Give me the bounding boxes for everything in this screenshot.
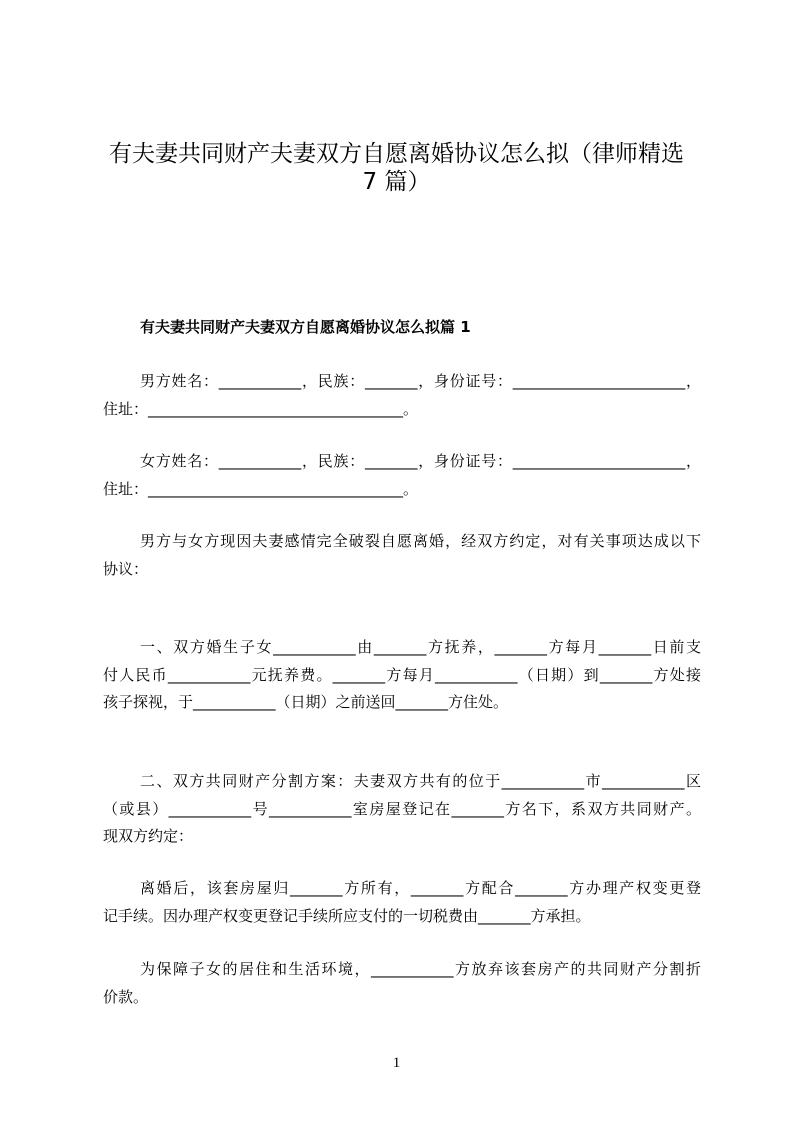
text-line: 离婚后，该套房屋归_______方所有，_______方配合_______方办理产权变更登 <box>140 879 701 897</box>
text-line: 为保障子女的居住和生活环境，___________方放弃该套房产的共同财产分割折 <box>140 960 701 978</box>
paragraph-clause-2 <box>103 768 701 851</box>
text-line: 付人民币___________元抚养费。_______方每月___________（日期）到_______方处接 <box>103 665 701 684</box>
paragraph-clause-1 <box>103 634 701 717</box>
text-line: 孩子探视，于___________（日期）之前送回_______方住处。 <box>103 693 509 711</box>
paragraph-house-ownership <box>103 875 701 930</box>
text-line: 协议： <box>103 559 149 578</box>
text-line: 一、双方婚生子女___________由_______方抚养，_______方每月_______日前支 <box>140 638 701 656</box>
page-number: 1 <box>392 1055 401 1071</box>
text-line: 男方姓名：___________，民族：_______，身份证号：_______________________， <box>140 372 701 390</box>
section-heading: 有夫妻共同财产夫妻双方自愿离婚协议怎么拟篇 1 <box>140 318 471 336</box>
text-line: 现双方约定： <box>103 827 194 845</box>
paragraph-intro <box>103 528 701 583</box>
text-line: （或县）___________号___________室房屋登记在_______方名下，系双方共同财产。 <box>103 799 701 818</box>
text-line: 住址：__________________________________。 <box>103 399 419 418</box>
text-line: 男方与女方现因夫妻感情完全破裂自愿离婚，经双方约定，对有关事项达成以下 <box>140 532 701 550</box>
text-line: 价款。 <box>103 987 149 1006</box>
title-line: 有夫妻共同财产夫妻双方自愿离婚协议怎么拟（律师精选 <box>109 141 684 167</box>
title-line: 7 篇） <box>362 169 431 195</box>
paragraph-male-info <box>103 368 701 423</box>
text-line: 记手续。因办理产权变更登记手续所应支付的一切税费由_______方承担。 <box>103 906 591 925</box>
text-line: 住址：__________________________________。 <box>103 479 419 498</box>
document-title <box>90 140 703 196</box>
paragraph-children-housing <box>103 956 701 1011</box>
text-line: 二、双方共同财产分割方案：夫妻双方共有的位于___________市___________区 <box>140 772 701 790</box>
paragraph-female-info <box>103 448 701 503</box>
text-line: 女方姓名：___________，民族：_______，身份证号：_______________________， <box>140 452 701 470</box>
